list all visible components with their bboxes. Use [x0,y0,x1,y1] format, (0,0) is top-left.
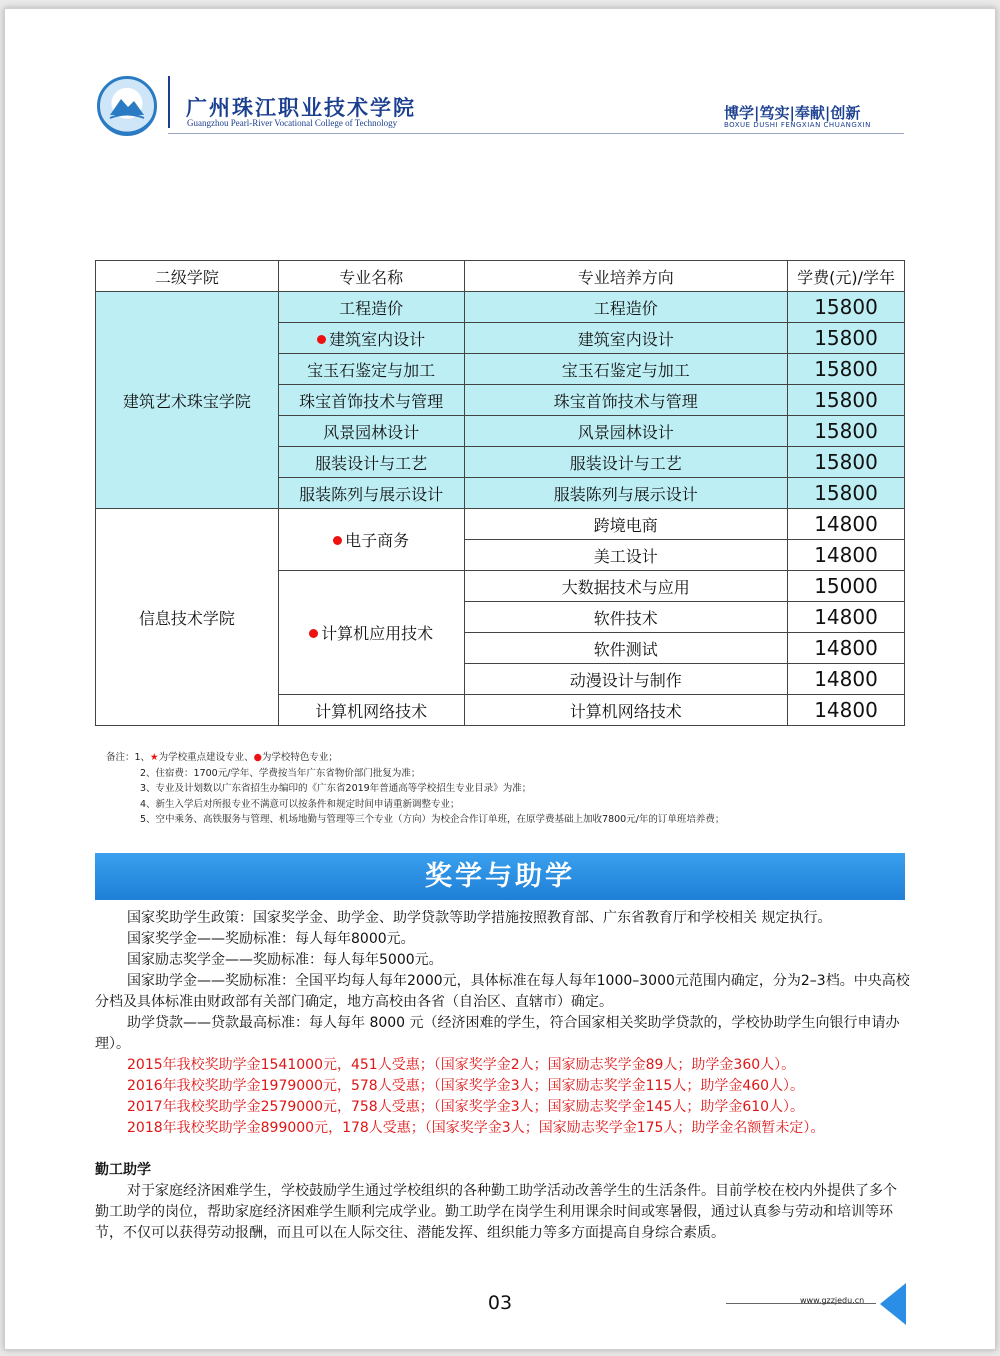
major-cell: 服装设计与工艺 [278,447,464,478]
direction-cell: 风景园林设计 [464,416,788,447]
fee-cell: 15800 [788,354,905,385]
header-direction: 专业培养方向 [464,261,788,292]
fee-cell: 14800 [788,695,905,726]
major-label: 建筑室内设计 [329,329,426,349]
direction-cell: 建筑室内设计 [464,323,788,354]
fee-cell: 14800 [788,540,905,571]
direction-cell: 服装陈列与展示设计 [464,478,788,509]
aid-record: 2017年我校奖助学金2579000元，758人受惠；（国家奖学金3人；国家励志奖学金145人；助学金610人）。 [127,1099,805,1115]
fee-cell: 15800 [788,447,905,478]
note-prefix: 备注：1、 [106,752,151,763]
motto-pinyin: BOXUE DUSHI FENGXIAN CHUANGXIN [724,121,871,129]
work-study-title: 勤工助学 [95,1162,151,1178]
major-cell: 珠宝首饰技术与管理 [278,385,464,416]
footer-triangle-icon [880,1283,906,1325]
direction-cell: 跨境电商 [464,509,788,540]
star-icon: ★ [150,752,159,763]
header-major: 专业名称 [278,261,464,292]
mountain-icon [106,85,148,127]
direction-cell: 计算机网络技术 [464,695,788,726]
table-header-row [96,261,905,292]
direction-cell: 珠宝首饰技术与管理 [464,385,788,416]
fee-cell: 14800 [788,664,905,695]
header-divider [168,76,170,128]
aid-paragraph: 国家奖学金——奖励标准：每人每年8000元。 [127,931,415,947]
direction-cell: 动漫设计与制作 [464,664,788,695]
college-name: 信息技术学院 [96,509,279,726]
fee-cell: 15800 [788,292,905,323]
direction-cell: 软件测试 [464,633,788,664]
college-name: 建筑艺术珠宝学院 [96,292,279,509]
note-text: 为学校重点建设专业、 [158,752,254,763]
aid-record: 2018年我校奖助学金899000元，178人受惠；（国家奖学金3人；国家励志奖学金175人；助学金名额暂未定）。 [127,1120,825,1136]
fee-cell: 15000 [788,571,905,602]
aid-paragraph: 助学贷款——贷款最高标准：每人每年 8000 元（经济困难的学生，符合国家相关奖助学贷款的，学校协助学生向银行申请办理）。 [95,1015,900,1052]
note-line: 4、新生入学后对所报专业不满意可以按条件和规定时间申请重新调整专业； [140,798,460,810]
major-cell [278,571,464,695]
header-rule [168,133,904,134]
aid-record: 2015年我校奖助学金1541000元，451人受惠；（国家奖学金2人；国家励志奖学金89人；助学金360人）。 [127,1057,796,1073]
school-name-en: Guangzhou Pearl-River Vocational College of Technology [187,118,398,128]
major-label: 电子商务 [345,531,410,550]
fee-cell: 15800 [788,478,905,509]
direction-cell: 软件技术 [464,602,788,633]
tuition-table [95,260,905,726]
feature-dot-icon [333,536,342,545]
major-cell [278,323,464,354]
fee-cell: 14800 [788,633,905,664]
note-line: 3、专业及计划数以广东省招生办编印的《广东省2019年普通高等学校招生专业目录》为准； [140,783,532,794]
direction-cell: 美工设计 [464,540,788,571]
aid-paragraph: 国家励志奖学金——奖励标准：每人每年5000元。 [127,952,443,968]
direction-cell: 工程造价 [464,292,788,323]
major-cell: 工程造价 [278,292,464,323]
note-line: 2、住宿费：1700元/学年、学费按当年广东省物价部门批复为准； [140,767,421,779]
fee-cell: 14800 [788,602,905,633]
motto: 博学|笃实|奉献|创新 [724,104,861,122]
feature-dot-icon [317,335,326,344]
major-label: 计算机应用技术 [321,624,434,643]
footer-url[interactable]: www.gzzjedu.cn [800,1296,865,1305]
work-study-body: 对于家庭经济困难学生，学校鼓励学生通过学校组织的各种勤工助学活动改善学生的生活条件。目前学校在校内外提供了多个勤工助学的岗位，帮助家庭经济困难学生顺利完成学业。勤工助学在岗学生利用课余时间或寒暑假，通过认真参与劳动和培训等环节，不仅可以获得劳动报酬，而且可以在人际交往、潜能发挥、组织能力等多方面提高自身综合素质。 [95,1183,897,1241]
section-banner: 奖学与助学 [95,853,905,900]
table-row [96,292,905,323]
page-number: 03 [487,1292,513,1314]
header-fee: 学费(元)/学年 [788,261,905,292]
aid-record: 2016年我校奖助学金1979000元，578人受惠；（国家奖学金3人；国家励志奖学金115人；助学金460人）。 [127,1078,805,1094]
fee-cell: 15800 [788,323,905,354]
red-dot-icon: ● [253,752,262,763]
direction-cell: 宝玉石鉴定与加工 [464,354,788,385]
aid-section [95,908,910,1244]
table-notes [106,750,724,828]
header-college: 二级学院 [96,261,279,292]
direction-cell: 大数据技术与应用 [464,571,788,602]
major-cell: 服装陈列与展示设计 [278,478,464,509]
direction-cell: 服装设计与工艺 [464,447,788,478]
major-cell: 宝玉石鉴定与加工 [278,354,464,385]
major-cell [278,509,464,571]
fee-cell: 15800 [788,385,905,416]
school-name-cn: 广州珠江职业技术学院 [186,95,416,120]
note-text: 为学校特色专业； [261,752,338,763]
note-line: 5、空中乘务、高铁服务与管理、机场地勤与管理等三个专业（方向）为校企合作订单班，在原学费基础上加收7800元/年的订单班培养费； [140,814,725,825]
school-logo [97,76,157,136]
fee-cell: 15800 [788,416,905,447]
feature-dot-icon [309,629,318,638]
aid-paragraph: 国家奖助学生政策：国家奖学金、助学金、助学贷款等助学措施按照教育部、广东省教育厅和学校相关 规定执行。 [127,910,832,926]
aid-paragraph: 国家助学金——奖励标准：全国平均每人每年2000元，具体标准在每人每年1000–3000元范围内确定，分为2–3档。中央高校分档及具体标准由财政部有关部门确定，地方高校由各省（自治区、直辖市）确定。 [95,973,910,1010]
major-cell: 风景园林设计 [278,416,464,447]
fee-cell: 14800 [788,509,905,540]
table-row [96,509,905,540]
note-line [106,750,724,766]
major-cell: 计算机网络技术 [278,695,464,726]
